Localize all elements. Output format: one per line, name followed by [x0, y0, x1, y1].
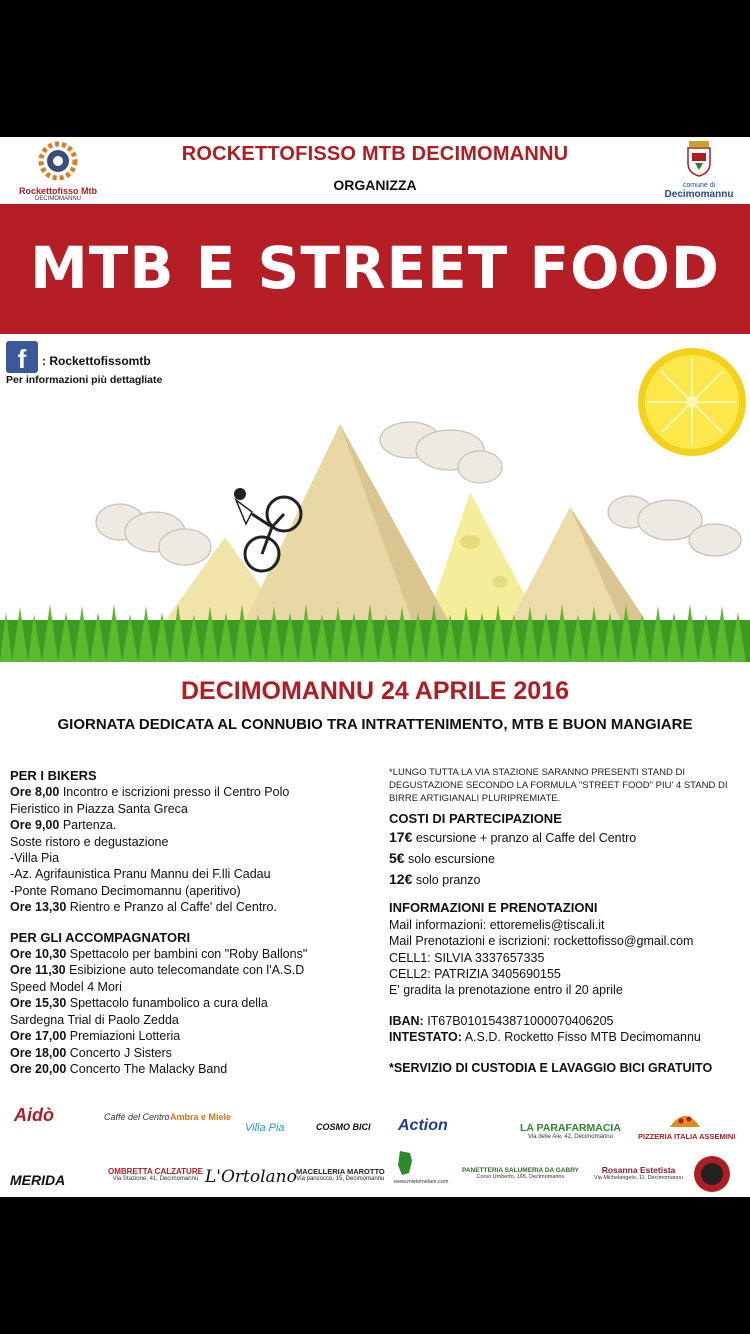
- schedule-time: Ore 15,30: [10, 996, 67, 1011]
- schedule-time: Ore 13,30: [10, 900, 67, 915]
- schedule-text: Premiazioni Lotteria: [66, 1029, 181, 1044]
- info-line[interactable]: Mail informazioni: ettoremelis@tiscali.it: [389, 917, 605, 932]
- note-line: BIRRE ARTIGIANALI PLURIPREMIATE.: [389, 793, 561, 804]
- pizza-slice-icon: [668, 1109, 702, 1129]
- logo-left-text: Rockettofisso Mtb: [18, 186, 97, 196]
- schedule-text: Spettacolo per bambini con "Roby Ballons": [66, 947, 308, 962]
- cost-price: 17€: [389, 829, 413, 846]
- note-line: *LUNGO TUTTA LA VIA STAZIONE SARANNO PRESENTI STAND DI: [389, 767, 685, 778]
- schedule-line: [10, 899, 380, 915]
- coat-of-arms-icon: [685, 141, 713, 177]
- service-note: *SERVIZIO DI CUSTODIA E LAVAGGIO BICI GRATUITO: [389, 1060, 713, 1075]
- costi-heading: COSTI DI PARTECIPAZIONE: [389, 811, 562, 826]
- program-column: [10, 768, 380, 1077]
- schedule-text: Concerto The Malacky Band: [66, 1061, 228, 1076]
- sponsor-parafarmacia: LA PARAFARMACIA Via delle Aie, 42, Decimomannu: [520, 1122, 621, 1140]
- facebook-handle[interactable]: : Rockettofissomtb: [42, 354, 151, 368]
- sponsor-caffe: Caffè del Centro: [104, 1112, 170, 1122]
- schedule-line: [10, 979, 380, 995]
- schedule-text: -Villa Pia: [10, 851, 60, 866]
- schedule-time: Ore 10,30: [10, 947, 67, 962]
- schedule-text: Soste ristoro e degustazione: [10, 834, 169, 849]
- poster: [0, 137, 750, 1197]
- schedule-line: [10, 834, 380, 850]
- schedule-line: [10, 1012, 380, 1028]
- event-tagline: GIORNATA DEDICATA AL CONNUBIO TRA INTRATTENIMENTO, MTB E BUON MANGIARE: [57, 716, 693, 733]
- comune-logo: [662, 141, 736, 205]
- logo-right-small: comune di: [682, 182, 716, 189]
- cost-price: 5€: [389, 850, 405, 867]
- cost-price: 12€: [389, 871, 413, 888]
- schedule-time: Ore 9,00: [10, 818, 60, 833]
- cyclist-head-icon: [234, 488, 246, 500]
- sponsor-ombretta: OMBRETTA CALZATURE Via Stazione, 41, Decimomannu: [108, 1167, 203, 1182]
- schedule-text: Sardegna Trial di Paolo Zedda: [10, 1012, 179, 1027]
- note-line: DEGUSTAZIONE SECONDO LA FORMULA "STREET FOOD" PIU' 4 STAND DI: [389, 780, 728, 791]
- cost-item: [389, 827, 744, 848]
- sponsor-rosanna: Rosanna Estetista Via Michelangelo, 11, Decimomannu: [594, 1165, 684, 1181]
- costi-list: [389, 827, 744, 890]
- cost-item: [389, 848, 744, 869]
- sponsor-merida: MERIDA: [10, 1172, 66, 1188]
- schedule-line: [10, 883, 380, 899]
- info-list: [389, 917, 744, 999]
- sponsor-pizzeria: PIZZERIA ITALIA ASSEMINI: [638, 1132, 736, 1141]
- facebook-info: Per informazioni più dettagliate: [6, 374, 163, 386]
- schedule-time: Ore 8,00: [10, 785, 60, 800]
- cost-item: [389, 869, 744, 890]
- sponsor-ambra-miele: Ambra e Miele: [170, 1112, 232, 1122]
- schedule-text: Speed Model 4 Mori: [10, 979, 122, 994]
- sardinia-icon: [394, 1149, 416, 1177]
- schedule-line: [10, 801, 380, 817]
- schedule-line: [10, 817, 380, 833]
- accompagnatori-heading: PER GLI ACCOMPAGNATORI: [10, 929, 191, 945]
- bikers-heading: PER I BIKERS: [10, 768, 97, 783]
- schedule-text: Partenza.: [59, 818, 117, 833]
- sponsor-cosmo-bici: COSMO BICI: [316, 1122, 371, 1132]
- event-date: DECIMOMANNU 24 APRILE 2016: [180, 677, 570, 705]
- info-line: E' gradita la prenotazione entro il 20 aprile: [389, 983, 623, 998]
- intestato-line: [389, 1029, 744, 1045]
- sponsor-action: Action: [398, 1117, 448, 1134]
- info-line: CELL2: PATRIZIA 3405690155: [389, 967, 561, 982]
- intestato-label: INTESTATO:: [389, 1030, 462, 1045]
- cost-text: solo pranzo: [412, 873, 481, 888]
- logo-left-sub: DECIMOMANNU: [35, 196, 81, 202]
- schedule-line: [10, 866, 380, 882]
- logo-right-text: Decimomannu: [664, 189, 734, 200]
- schedule-text: Concerto J Sisters: [66, 1045, 172, 1060]
- organizer-subtitle: ORGANIZZA: [333, 177, 417, 193]
- cream-icon: [96, 422, 741, 565]
- cost-text: escursione + pranzo al Caffe del Centro: [412, 831, 637, 846]
- sponsor-panetteria: PANETTERIA SALUMERIA DA GABRY Corso Umberto, 165, Decimomannu: [462, 1167, 579, 1180]
- iban-value: IT67B0101543871000070406205: [423, 1013, 614, 1028]
- schedule-line: [10, 1045, 380, 1061]
- schedule-text: -Az. Agrifaunistica Pranu Mannu dei F.lli Cadau: [10, 867, 271, 882]
- schedule-line: [10, 784, 380, 800]
- sponsor-villa-pia: Villa Pia: [245, 1122, 285, 1134]
- facebook-icon: f: [6, 341, 38, 373]
- schedule-time: Ore 18,00: [10, 1045, 67, 1060]
- schedule-line: [10, 1061, 380, 1077]
- sponsor-macelleria: MACELLERIA MAROTTO Via pancocco, 15, Decimomannu: [296, 1167, 385, 1182]
- schedule-text: Spettacolo funambolico a cura della: [66, 996, 268, 1011]
- schedule-text: Rientro e Pranzo al Caffe' del Centro.: [66, 900, 277, 915]
- sponsor-ortolano: L'Ortolano: [205, 1167, 297, 1187]
- organizer-title: ROCKETTOFISSO MTB DECIMOMANNU: [181, 143, 569, 165]
- round-badge-icon: [692, 1154, 732, 1194]
- info-heading: INFORMAZIONI E PRENOTAZIONI: [389, 900, 598, 916]
- schedule-line: [10, 995, 380, 1011]
- title-banner: [0, 204, 750, 334]
- schedule-line: [10, 850, 380, 866]
- sponsor-aido: Aidò: [14, 1105, 54, 1125]
- event-title: MTB E STREET FOOD: [30, 234, 720, 302]
- schedule-time: Ore 20,00: [10, 1061, 67, 1076]
- iban-label: IBAN:: [389, 1013, 424, 1028]
- lemon-icon: [638, 348, 746, 456]
- info-line[interactable]: Mail Prenotazioni e iscrizioni: rockettofisso@gmail.com: [389, 934, 694, 949]
- schedule-text: Fieristico in Piazza Santa Greca: [10, 801, 188, 816]
- schedule-text: Incontro e iscrizioni presso il Centro Polo: [59, 785, 290, 800]
- schedule-time: Ore 11,30: [10, 963, 66, 978]
- bikers-schedule: [10, 784, 380, 915]
- cost-text: solo escursione: [404, 852, 495, 867]
- street-food-note: [389, 766, 744, 805]
- schedule-line: [10, 946, 380, 962]
- schedule-line: [10, 1028, 380, 1044]
- schedule-text: -Ponte Romano Decimomannu (aperitivo): [10, 883, 241, 898]
- info-column: [389, 768, 744, 1076]
- schedule-time: Ore 17,00: [10, 1029, 67, 1044]
- sponsor-mielemelani: www.mielemelani.com: [394, 1179, 449, 1185]
- schedule-text: Esibizione auto telecomandate con l'A.S.D: [65, 963, 305, 978]
- info-line: CELL1: SILVIA 3337657335: [389, 950, 545, 965]
- iban-line: [389, 1013, 744, 1029]
- hero-illustration: [0, 342, 750, 662]
- intestato-value: A.S.D. Rocketto Fisso MTB Decimomannu: [461, 1030, 701, 1045]
- accompagnatori-schedule: [10, 946, 380, 1077]
- schedule-line: [10, 962, 380, 978]
